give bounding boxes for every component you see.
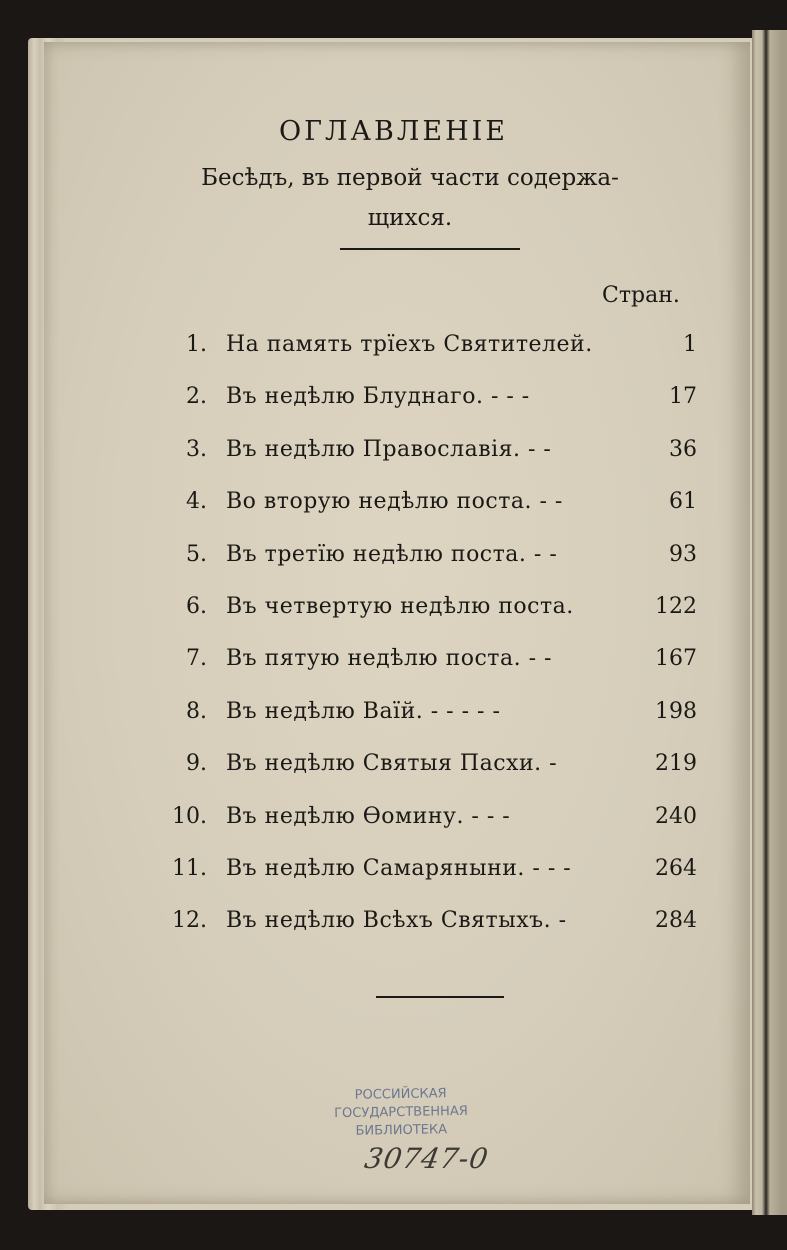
- page-column-label: Стран.: [602, 283, 680, 308]
- toc-entry-page: 167: [655, 646, 697, 672]
- toc-entry: [0, 804, 787, 844]
- toc-entry-title: Въ недѣлю Ѳомину. - - -: [226, 803, 511, 829]
- toc-entry-page: 284: [655, 908, 697, 934]
- toc-entry: [0, 384, 787, 424]
- bottom-divider: [376, 996, 504, 998]
- toc-entry: [0, 646, 787, 686]
- toc-entry-number: 12.: [172, 908, 207, 934]
- toc-entry-number: 1.: [186, 332, 207, 357]
- toc-entry: [0, 542, 787, 582]
- toc-entry-number: 2.: [186, 384, 207, 410]
- toc-entry-number: 4.: [186, 489, 207, 515]
- toc-entry-number: 11.: [172, 856, 207, 881]
- toc-entry-page: 198: [655, 698, 697, 724]
- subtitle-line-1: Бесѣдъ, въ первой части содержа-: [201, 165, 619, 191]
- toc-entry-title: Въ пятую недѣлю поста. - -: [226, 646, 552, 672]
- toc-entry-title: Въ третїю недѣлю поста. - -: [226, 541, 558, 567]
- toc-entry-page: 264: [655, 856, 697, 881]
- toc-entry: [0, 751, 787, 791]
- toc-entry-title: Въ недѣлю Ваїй. - - - - -: [226, 698, 501, 724]
- toc-entry-page: 240: [655, 803, 697, 829]
- shelfmark-handwritten: 30747-0: [362, 1142, 492, 1175]
- toc-entry-title: Въ недѣлю Всѣхъ Святыхъ. -: [226, 908, 567, 934]
- toc-entry: [0, 489, 787, 529]
- top-divider: [340, 248, 520, 250]
- library-stamp: [326, 1085, 477, 1142]
- toc-entry-title: Въ четвертую недѣлю поста.: [226, 594, 574, 619]
- toc-entry-number: 8.: [186, 698, 207, 724]
- stamp-line-1: РОССИЙСКАЯ: [354, 1086, 447, 1103]
- toc-entry: [0, 908, 787, 948]
- toc-entry-title: Въ недѣлю Самаряныни. - - -: [226, 856, 572, 881]
- toc-entry-number: 3.: [186, 436, 207, 462]
- toc-entry-number: 5.: [186, 541, 207, 567]
- toc-entry-page: 93: [669, 541, 697, 567]
- toc-entry-page: 61: [669, 489, 697, 515]
- stamp-line-3: БИБЛИОТЕКА: [355, 1122, 448, 1139]
- toc-entry: [0, 699, 787, 739]
- toc-entry-title: На память трїехъ Святителей.: [226, 332, 593, 357]
- toc-entry: [0, 437, 787, 477]
- toc-entry: [0, 332, 787, 372]
- toc-entry-title: Въ недѣлю Блуднаго. - - -: [226, 384, 530, 410]
- stamp-line-2: ГОСУДАРСТВЕННАЯ: [334, 1103, 468, 1122]
- page-title: ОГЛАВЛЕНІЕ: [279, 116, 508, 147]
- toc-entry-page: 219: [655, 751, 697, 777]
- toc-entry: [0, 856, 787, 896]
- toc-entry-page: 122: [655, 594, 697, 619]
- subtitle-line-2: щихся.: [367, 205, 453, 231]
- toc-entry-page: 36: [669, 436, 697, 462]
- toc-entry-page: 17: [669, 384, 697, 410]
- toc-entry-title: Въ недѣлю Святыя Пасхи. -: [226, 751, 558, 777]
- toc-entry-number: 6.: [186, 594, 207, 619]
- toc-entry: [0, 594, 787, 634]
- toc-entry-title: Во вторую недѣлю поста. - -: [226, 489, 563, 515]
- page-subtitle: [150, 158, 670, 238]
- toc-entry-number: 9.: [186, 751, 207, 777]
- toc-entry-number: 10.: [172, 803, 207, 829]
- toc-entry-page: 1: [683, 332, 697, 357]
- toc-entry-number: 7.: [186, 646, 207, 672]
- toc-entry-title: Въ недѣлю Православія. - -: [226, 436, 552, 462]
